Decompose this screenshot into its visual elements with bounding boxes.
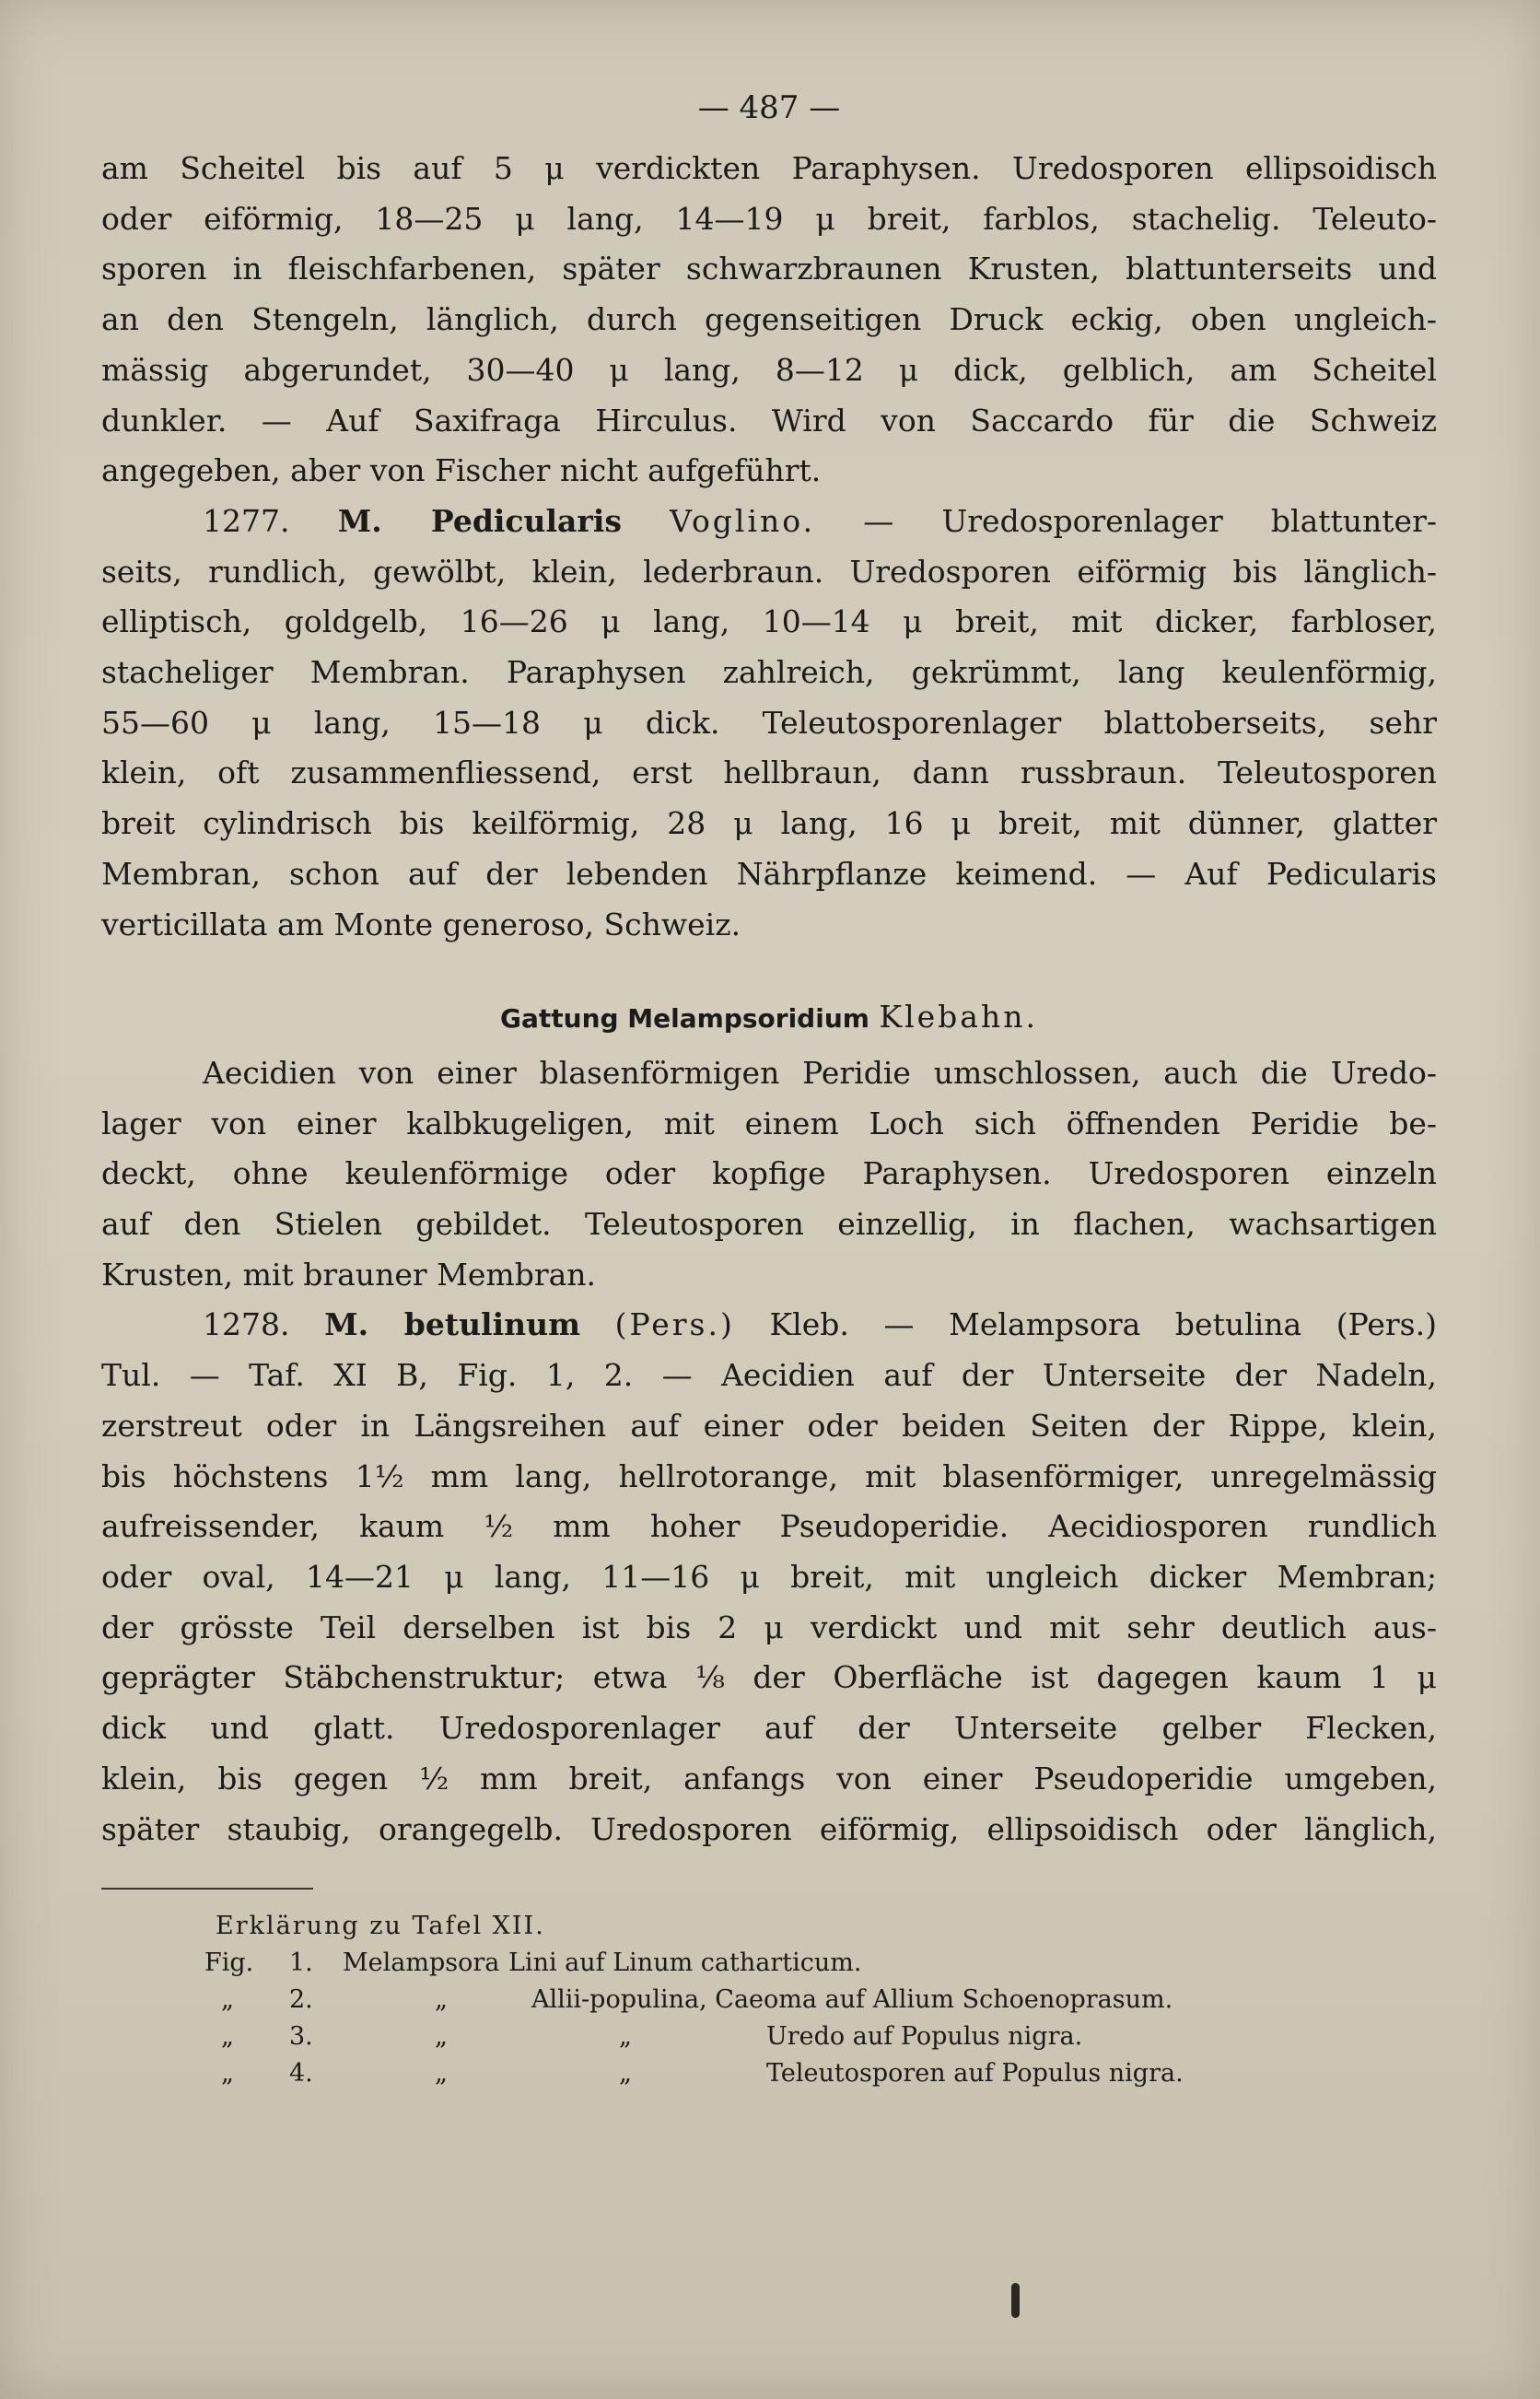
fig-ditto: „ [619,2059,632,2089]
text-line: Kleb. — Melampsora betulina (Pers.) [769,1306,1437,1343]
genus-heading [101,992,1437,1045]
fig-description: Teleutosporen auf Populus nigra. [766,2059,1184,2089]
entry-first-line [101,1300,1437,1351]
text-line: stacheliger Membran. Paraphysen zahlreich, gekrümmt, lang keulenförmig, [101,654,1437,691]
plate-figure-row [204,2019,1437,2055]
fig-label: Fig. [204,1948,254,1978]
text-line: auf den Stielen gebildet. Teleutosporen einzellig, in flachen, wachsartigen [101,1206,1437,1243]
paragraph-continued [101,144,1437,497]
genus-author: Klebahn. [879,999,1038,1036]
fig-genus: „ [435,2059,448,2089]
text-line: seits, rundlich, gewölbt, klein, lederbraun. Uredosporen eiförmig bis länglich- [101,553,1437,590]
text-line: der grösste Teil derselben ist bis 2 μ verdickt und mit sehr deutlich aus- [101,1609,1437,1645]
entry-1277 [101,497,1437,950]
footnote-divider [101,1888,313,1890]
plate-figure-row [204,2055,1437,2092]
plate-explanation [204,1908,1437,2092]
text-line: später staubig, orangegelb. Uredosporen eiförmig, ellipsoidisch oder länglich, [101,1810,1437,1847]
text-line: — Uredosporenlager blattunter- [863,502,1438,539]
fig-label: „ [221,2059,234,2089]
fig-genus: Melampsora [343,1948,500,1978]
fig-number: 1. [289,1948,313,1978]
ink-smudge [1011,2283,1020,2318]
text-line: an den Stengeln, länglich, durch gegenseitigen Druck eckig, oben ungleich- [101,301,1437,338]
plate-figure-row [204,1945,1437,1982]
text-line: zerstreut oder in Längsreihen auf einer oder beiden Seiten der Rippe, klein, [101,1407,1437,1444]
fig-label: „ [221,1985,234,2015]
text-line: elliptisch, goldgelb, 16—26 μ lang, 10—14 μ breit, mit dicker, farbloser, [101,603,1437,640]
fig-description: Uredo auf Populus nigra. [766,2022,1083,2052]
fig-label: „ [221,2022,234,2052]
text-line: oder oval, 14—21 μ lang, 11—16 μ breit, mit ungleich dicker Membran; [101,1558,1437,1595]
fig-ditto: „ [619,2022,632,2052]
text-line: dick und glatt. Uredosporenlager auf der Unterseite gelber Flecken, [101,1710,1437,1747]
entry-1278 [101,1300,1437,1855]
fig-description: Lini auf Linum catharticum. [508,1948,862,1978]
text-line: angegeben, aber von Fischer nicht aufgeführt. [101,452,822,489]
species-name: M. Pedicularis [337,502,622,539]
species-author: (Pers.) [614,1306,735,1343]
text-line: verticillata am Monte generoso, Schweiz. [101,906,741,942]
text-line: Aecidien von einer blasenförmigen Peridie umschlossen, auch die Uredo- [203,1054,1437,1091]
species-name: M. betulinum [324,1306,581,1343]
text-line: geprägter Stäbchenstruktur; etwa ⅛ der Oberfläche ist dagegen kaum 1 μ [101,1659,1437,1696]
entry-number: 1277. [203,502,290,539]
fig-description: Allii-populina, Caeoma auf Allium Schoenoprasum. [531,1985,1173,2015]
fig-genus: „ [435,1985,448,2015]
text-line: oder eiförmig, 18—25 μ lang, 14—19 μ breit, farblos, stachelig. Teleuto- [101,200,1437,237]
text-line: klein, bis gegen ½ mm breit, anfangs von einer Pseudoperidie umgeben, [101,1760,1437,1796]
fig-number: 4. [289,2059,313,2089]
entry-number: 1278. [203,1306,290,1343]
plate-explanation-heading: Erklärung zu Tafel XII. [216,1912,545,1941]
text-line: Tul. — Taf. XI B, Fig. 1, 2. — Aecidien auf der Unterseite der Nadeln, [101,1357,1437,1394]
page-content [101,83,1437,2092]
text-line: aufreissender, kaum ½ mm hoher Pseudoperidie. Aecidiosporen rundlich [101,1508,1437,1545]
page-number: — 487 — [697,89,841,126]
text-line: sporen in fleischfarbenen, später schwarzbraunen Krusten, blattunterseits und [101,251,1437,287]
genus-name: Gattung Melampsoridium [500,1003,869,1035]
fig-number: 2. [289,1985,313,2015]
text-line: dunkler. — Auf Saxifraga Hirculus. Wird von Saccardo für die Schweiz [101,402,1437,439]
fig-genus: „ [435,2022,448,2052]
fig-number: 3. [289,2022,313,2052]
text-line: lager von einer kalbkugeligen, mit einem Loch sich öffnenden Peridie be- [101,1105,1437,1141]
text-line: breit cylindrisch bis keilförmig, 28 μ lang, 16 μ breit, mit dünner, glatter [101,805,1437,842]
text-line: Membran, schon auf der lebenden Nährpflanze keimend. — Auf Pedicularis [101,855,1437,892]
species-author: Voglino. [670,502,816,539]
text-line: bis höchstens 1½ mm lang, hellrotorange, mit blasenförmiger, unregelmässig [101,1457,1437,1494]
text-line: 55—60 μ lang, 15—18 μ dick. Teleutosporenlager blattoberseits, sehr [101,704,1437,741]
entry-first-line [101,497,1437,547]
text-line: deckt, ohne keulenförmige oder kopfige Paraphysen. Uredosporen einzeln [101,1155,1437,1192]
text-line: klein, oft zusammenfliessend, erst hellbraun, dann russbraun. Teleutosporen [101,755,1437,791]
plate-figure-row [204,1982,1437,2019]
text-line: am Scheitel bis auf 5 μ verdickten Paraphysen. Uredosporen ellipsoidisch [101,150,1437,186]
text-line: Krusten, mit brauner Membran. [101,1256,597,1293]
text-line: mässig abgerundet, 30—40 μ lang, 8—12 μ dick, gelblich, am Scheitel [101,351,1437,388]
genus-description [101,1048,1437,1301]
